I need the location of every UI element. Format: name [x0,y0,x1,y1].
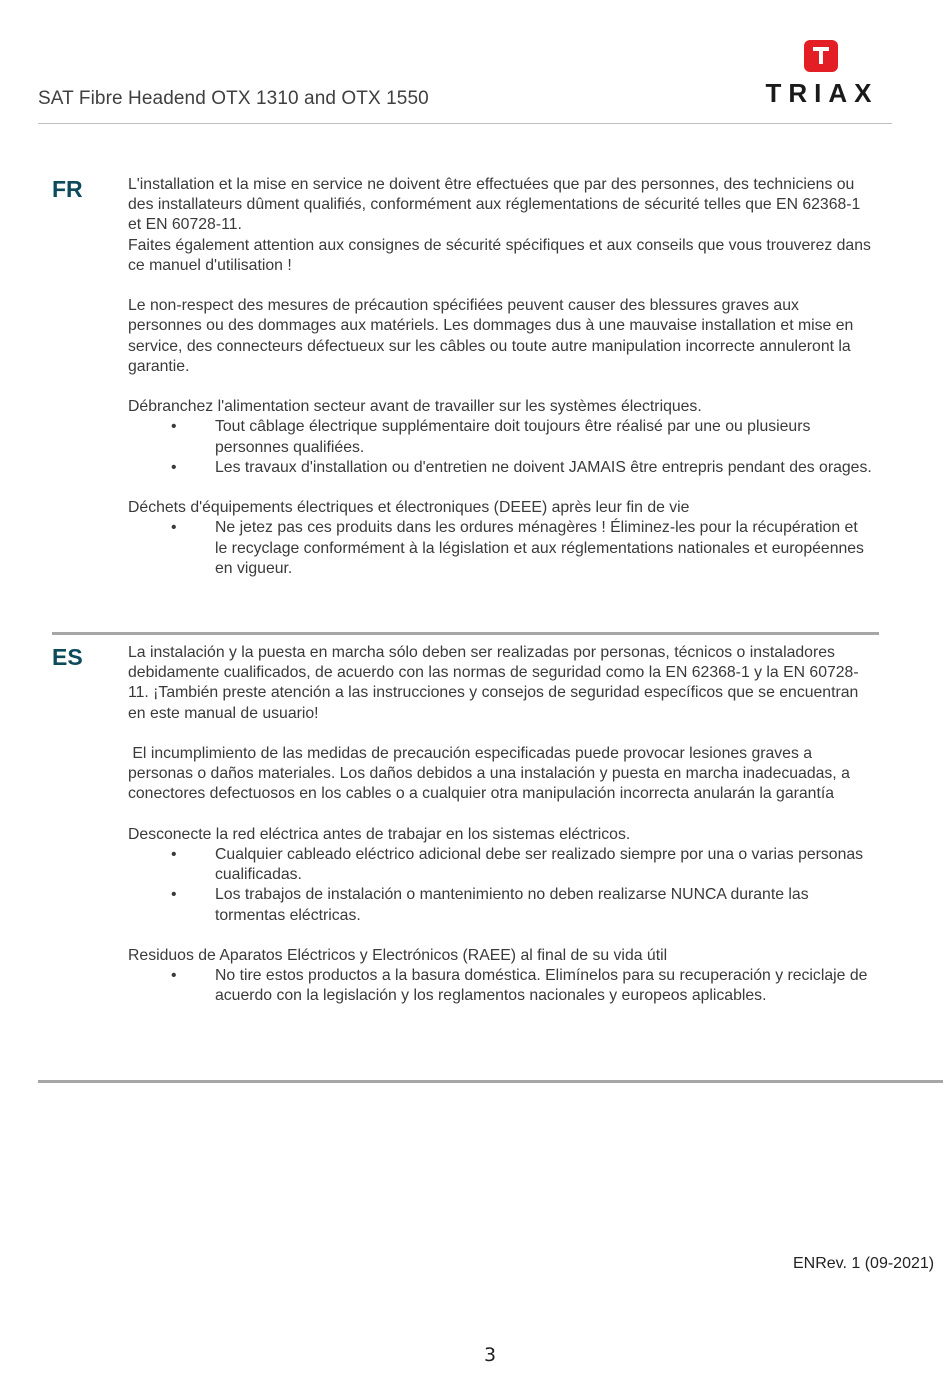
triax-logo-text: TRIAX [765,78,879,108]
weee-heading: Residuos de Aparatos Eléctricos y Electrónicos (RAEE) al final de su vida útil [128,947,668,964]
list-item [128,458,873,478]
list-item-text: Cualquier cableado eléctrico adicional debe ser realizado siempre por una o varias personas cualificadas. [215,846,864,884]
paragraph: L'installation et la mise en service ne doivent être effectuées que par des personnes, des techniciens ou des installateurs dûment qualifiés, conformément aux réglementations de sécurité telles que EN 62368-1 et EN 60728-11. [128,176,861,234]
list-item-text: Tout câblage électrique supplémentaire doit toujours être réalisé par une ou plusieurs personnes qualifiées. [215,418,811,456]
list-item-text: No tire estos productos a la basura doméstica. Elimínelos para su recuperación y reciclaje de acuerdo con la legislación y los reglamentos nacionales y europeos aplicables. [215,967,868,1005]
page-number: 3 [483,1344,497,1366]
triax-logo [762,38,882,108]
bullet-list [128,845,873,926]
section-divider [38,1080,943,1083]
document-title: SAT Fibre Headend OTX 1310 and OTX 1550 [38,88,429,109]
header-divider [38,123,892,124]
list-item-text: Ne jetez pas ces produits dans les ordures ménagères ! Éliminez-les pour la récupération et le recyclage conformément à la législation et aux réglementations nationales et européennes en vigueur. [215,519,864,577]
bullet-icon: • [171,418,177,436]
bullet-list [128,518,873,579]
list-item [128,885,873,925]
revision-label: ENRev. 1 (09-2021) [793,1255,935,1272]
paragraph: Desconecte la red eléctrica antes de trabajar en los sistemas eléctricos. [128,825,631,843]
bullet-icon: • [171,886,177,904]
triax-logo-mark-icon [804,40,838,72]
bullet-icon: • [171,519,177,537]
language-label-es: ES [52,644,83,670]
bullet-icon: • [171,458,177,476]
section-body-fr [128,175,873,579]
paragraph: La instalación y la puesta en marcha sólo deben ser realizadas por personas, técnicos o instaladores debidamente cualificados, de acuerdo con las normas de seguridad como la EN 62368-1 y la EN 60728-11. ¡También preste atención a las instrucciones y consejos de seguridad específicos que se encuentran en este manual de usuario! [128,644,859,722]
list-item-text: Les travaux d'installation ou d'entretien ne doivent JAMAIS être entrepris pendant des orages. [215,458,872,476]
list-item [128,518,873,579]
paragraph: El incumplimiento de las medidas de precaución especificadas puede provocar lesiones graves a personas o daños materiales. Los daños debidos a una instalación y puesta en marcha inadecuadas, a conectores defectuosos en los cables o a cualquier otra manipulación incorrecta anularán la garantía [128,745,855,803]
list-item [128,417,873,457]
bullet-icon: • [171,967,177,985]
section-body-es [128,643,873,1007]
paragraph: Le non-respect des mesures de précaution spécifiées peuvent causer des blessures graves aux personnes ou des dommages aux matériels. Les dommages dus à une mauvaise installation et mise en service, des connecteurs défectueux sur les câbles ou toute autre manipulation incorrecte annuleront la garantie. [128,297,854,375]
bullet-list [128,417,873,478]
bullet-list [128,966,873,1006]
language-label-fr: FR [52,176,83,202]
bullet-icon: • [171,846,177,863]
section-divider [52,632,879,635]
paragraph: Débranchez l'alimentation secteur avant de travailler sur les systèmes électriques. [128,398,702,416]
list-item [128,845,873,885]
weee-heading: Déchets d'équipements électriques et électroniques (DEEE) après leur fin de vie [128,499,690,517]
list-item [128,966,873,1006]
list-item-text: Los trabajos de instalación o mantenimiento no deben realizarse NUNCA durante las tormentas eléctricas. [215,886,809,924]
paragraph: Faites également attention aux consignes de sécurité spécifiques et aux conseils que vous trouverez dans ce manuel d'utilisation ! [128,236,871,274]
